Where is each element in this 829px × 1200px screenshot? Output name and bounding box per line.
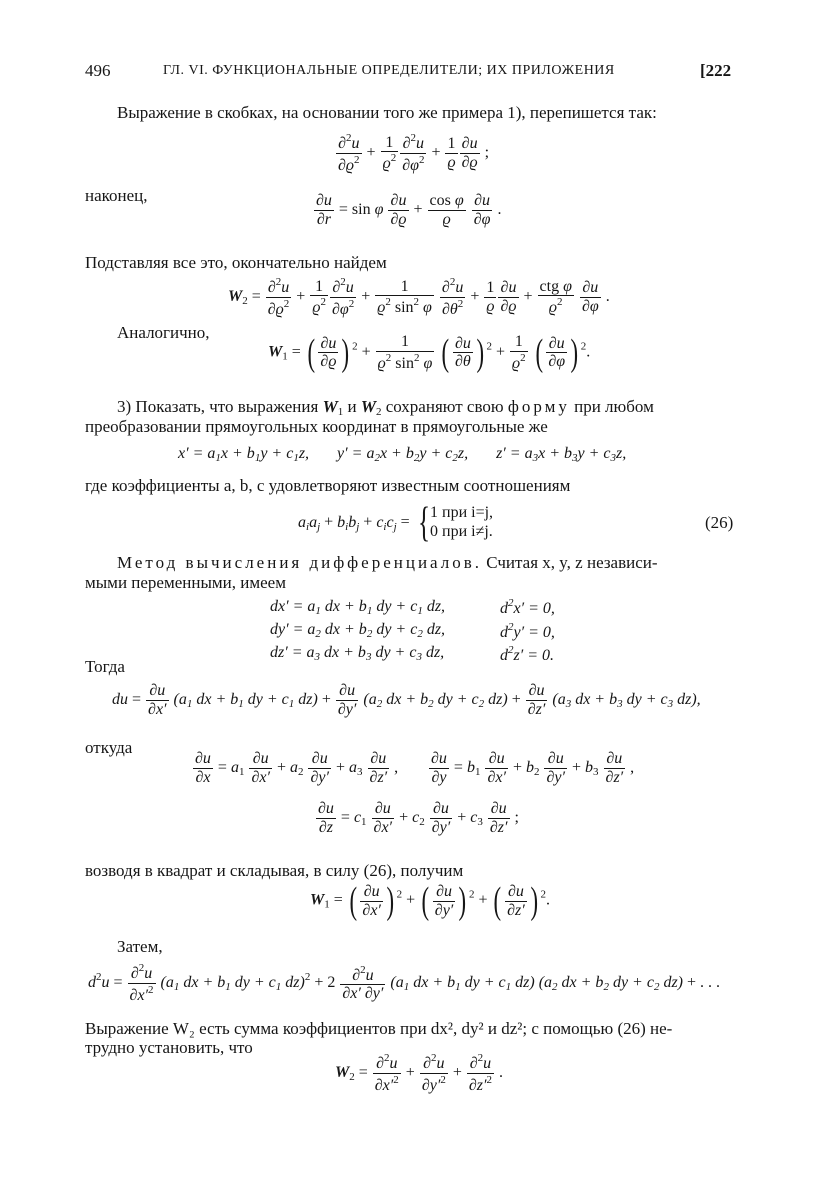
problem3-text-a: 3) Показать, что выражения bbox=[117, 397, 319, 416]
equation-label-26: (26) bbox=[705, 513, 734, 532]
method-text: Считая x, y, z независи- bbox=[486, 553, 658, 572]
text-substituting: Подставляя все это, окончательно найдем bbox=[85, 253, 387, 272]
text-then: Тогда bbox=[85, 657, 125, 676]
orthogonality-case-equal: 1 при i=j, bbox=[430, 504, 494, 521]
formula-W2-cartesian: $W_2$ = $\frac{\partial^2u}{\partial x'^2}$ + $\frac{\partial^2u}{\partial y'^2}$ + $\frac{\partial^2u}{\partial z'^2}$ . bbox=[335, 1052, 503, 1094]
formula-du-dr: $\frac{\partial u}{\partial r}$ = sin φ $\frac{\partial u}{\partial ϱ}$ + $\frac{\text{cos φ}}{ϱ}$ $\frac{\partial u}{\partial\varphi}$ . bbox=[316, 192, 502, 228]
formula-partial-x: $\frac{\partial u}{\partial x}$ = $a_1$ $\frac{\partial u}{\partial x'}$ + $a_2$ $\frac{\partial u}{\partial y'}$ + $a_3$ $\frac{\partial u}{\partial z'}$ , bbox=[195, 750, 399, 786]
text-finally: наконец, bbox=[85, 186, 148, 205]
text-coefficients: где коэффициенты a, b, c удовлетворяют известным соотношениям bbox=[85, 476, 571, 495]
page-number: 496 bbox=[85, 61, 111, 80]
paragraph-problem3-line1: 3) Показать, что выражения $W_1$ и $W_2$ сохраняют свою форму при любом bbox=[117, 397, 654, 418]
formula-W1-polar: $W_1$ = ( $\frac{\partial u}{\partial ϱ}$ ) $^2$ + $\frac{1}{ϱ^2 \sin^2 \varphi}$ ( $\frac{\partial u}{\partial\theta}$ ) $^2$ + $\frac{1}{ϱ^2}$ ( $\frac{\partial u}{\partial\varphi}$ ) $^2$. bbox=[268, 331, 591, 374]
orthogonality-case-unequal: 0 при i≠j. bbox=[430, 523, 493, 540]
text-W2-explanation-line1: Выражение W₂ есть сумма коэффициентов при dx², dy² и dz²; с помощью (26) не- bbox=[85, 1019, 673, 1038]
formula-W2-polar: $W_2$ = $\frac{\partial^2u}{\partial ϱ^2}$ + $\frac{1}{ϱ^2}$ $\frac{\partial^2u}{\partial\varphi^2}$ + $\frac{1}{ϱ^2 \sin^2 \varphi}$ $\frac{\partial^2u}{\partial\theta^2}$ + $\frac{1}{ϱ}$ $\frac{\partial u}{\partial ϱ}$ + $\frac{\text{ctg φ}}{ϱ^2}$ $\frac{\partial u}{\partial\varphi}$ . bbox=[228, 276, 610, 318]
formula-partial-y: $\frac{\partial u}{\partial y}$ = $b_1$ $\frac{\partial u}{\partial x'}$ + $b_2$ $\frac{\partial u}{\partial y'}$ + $b_3$ $\frac{\partial u}{\partial z'}$ , bbox=[431, 750, 635, 786]
formula-coordinate-transform: $x' = a_1x + b_1y + c_1z$, $y' = a_2x + b_2y + c_2z$, $z' = a_3x + b_3y + c_3z$, bbox=[178, 445, 627, 464]
formula-differentials: $dx' = a_1$ dx + $b_1$ dy + $c_1$ dz, $dy' = a_2$ dx + $b_2$ dy + $c_2$ dz, $dz' = a_3$ dx + $b_3$ dy + $c_3$ dz, bbox=[270, 598, 446, 663]
text-whence: откуда bbox=[85, 738, 133, 757]
running-title: ГЛ. VI. ФУНКЦИОНАЛЬНЫЕ ОПРЕДЕЛИТЕЛИ; ИХ ПРИЛОЖЕНИЯ bbox=[163, 63, 615, 78]
formula-partial-z: $\frac{\partial u}{\partial z}$ = $c_1$ $\frac{\partial u}{\partial x'}$ + $c_2$ $\frac{\partial u}{\partial y'}$ + $c_3$ $\frac{\partial u}{\partial z'}$ ; bbox=[318, 800, 519, 836]
text-next: Затем, bbox=[117, 937, 163, 956]
paragraph-problem3-line2: преобразовании прямоугольных координат в прямоугольные же bbox=[85, 417, 548, 436]
text-W2-explanation-line2: трудно установить, что bbox=[85, 1038, 253, 1057]
paragraph-intro: Выражение в скобках, на основании того же примера 1), перепишется так: bbox=[117, 103, 657, 122]
formula-W1-cartesian: $W_1$ = ( $\frac{\partial u}{\partial x'}$ ) $^2$ + ( $\frac{\partial u}{\partial y'}$ ) $^2$ + ( $\frac{\partial u}{\partial z'}$ ) $^2$. bbox=[310, 880, 550, 922]
formula-d2u: $d^2u$ = $\frac{\partial^2u}{\partial x'^2}$ ($a_1$ dx + $b_1$ dy + $c_1$ dz)$^2$ + 2 $\frac{\partial^2u}{\partial x' \partial y'}$ ($a_1$ dx + $b_1$ dy + $c_1$ dz) ($a_2$ dx + $b_2$ dy + $c_2$ dz) + . . . bbox=[88, 962, 721, 1004]
text-analogously: Аналогично, bbox=[117, 323, 210, 342]
text-squaring: возводя в квадрат и складывая, в силу (26), получим bbox=[85, 861, 464, 880]
section-number: [222 bbox=[700, 61, 732, 80]
problem3-form: форму bbox=[507, 397, 570, 416]
method-line1 bbox=[117, 552, 658, 573]
formula-orthogonality: $a_ia_j + b_ib_j + c_ic_j$ = { bbox=[298, 500, 430, 546]
problem3-text-b: сохраняют свою bbox=[385, 397, 504, 416]
method-line2: мыми переменными, имеем bbox=[85, 573, 286, 592]
formula-second-differentials: $d^2x' = 0$, $d^2y' = 0$, $d^2z' = 0$. bbox=[500, 597, 555, 665]
formula-laplacian-polar: $\frac{\partial^2u}{\partial ϱ^2}$ + $\frac{1}{ϱ^2}$ $\frac{\partial^2u}{\partial\varphi^2}$ + $\frac{1}{ϱ}$ $\frac{\partial u}{\partial ϱ}$ ; bbox=[338, 132, 490, 174]
formula-du: du = $\frac{\partial u}{\partial x'}$ ($a_1$ dx + $b_1$ dy + $c_1$ dz) + $\frac{\partial u}{\partial y'}$ ($a_2$ dx + $b_2$ dy + $c_2$ dz) + $\frac{\partial u}{\partial z'}$ ($a_3$ dx + $b_3$ dy + $c_3$ dz), bbox=[112, 682, 701, 718]
method-title: Метод вычисления дифференциалов. bbox=[117, 553, 483, 572]
problem3-text-c: при любом bbox=[574, 397, 654, 416]
